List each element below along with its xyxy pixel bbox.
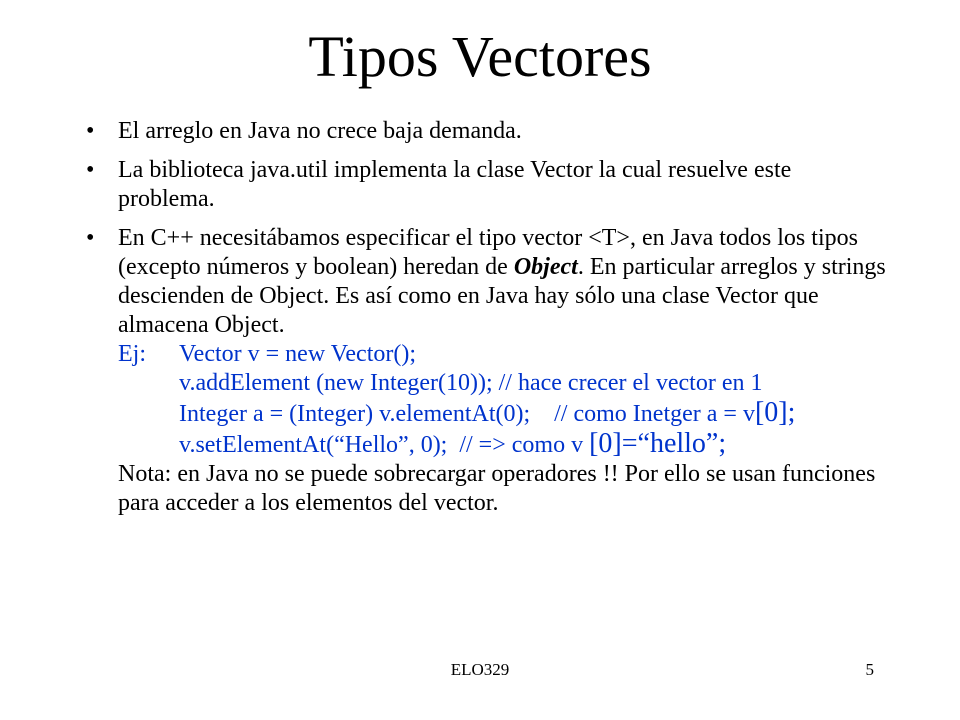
bullet-item <box>86 117 886 146</box>
code-label: Ej: <box>118 341 146 367</box>
bullet-dot-icon: • <box>86 225 95 251</box>
note-text: Nota: en Java no se puede sobrecargar operadores !! Por ello se usan funciones para acceder a los elementos del vector. <box>118 461 876 516</box>
bullet-text-part: En C++ necesitábamos especificar el tipo vector <T>, en Java todos los tipos (excepto números y boolean) heredan de <box>118 225 858 280</box>
code-line <box>118 340 886 369</box>
page-number: 5 <box>865 660 874 679</box>
bullet-list <box>86 117 886 528</box>
slide-title: Tipos Vectores <box>308 24 652 89</box>
code-text <box>179 398 795 429</box>
code-text-part: Integer a = (Integer) v.elementAt(0); // como Inetger a = v <box>179 401 755 427</box>
bullet-text: El arreglo en Java no crece baja demanda. <box>118 118 522 144</box>
code-text: v.addElement (new Integer(10)); // hace crecer el vector en 1 <box>179 370 763 396</box>
code-text-large: [0]=“hello”; <box>589 428 727 459</box>
code-line <box>118 398 886 429</box>
code-text-part: v.setElementAt(“Hello”, 0); // => como v <box>179 432 590 458</box>
bullet-dot-icon: • <box>86 157 95 183</box>
bullet-text: La biblioteca java.util implementa la clase Vector la cual resuelve este problema. <box>118 157 792 212</box>
code-line <box>118 429 886 460</box>
bullet-item <box>86 224 886 518</box>
code-text: Vector v = new Vector(); <box>179 341 417 367</box>
footer-course: ELO329 <box>450 660 510 679</box>
bullet-item <box>86 156 886 214</box>
code-text-large: [0]; <box>754 397 796 428</box>
code-example <box>118 340 886 460</box>
bullet-text-part: . En particular arreglos y strings descienden de Object. Es así como en Java hay sólo una clase Vector que almacena Object. <box>118 254 886 338</box>
bullet-text <box>118 225 886 338</box>
code-line <box>118 369 886 398</box>
bullet-dot-icon: • <box>86 118 95 144</box>
emphasis-object: Object <box>513 254 578 280</box>
code-text <box>179 429 726 460</box>
